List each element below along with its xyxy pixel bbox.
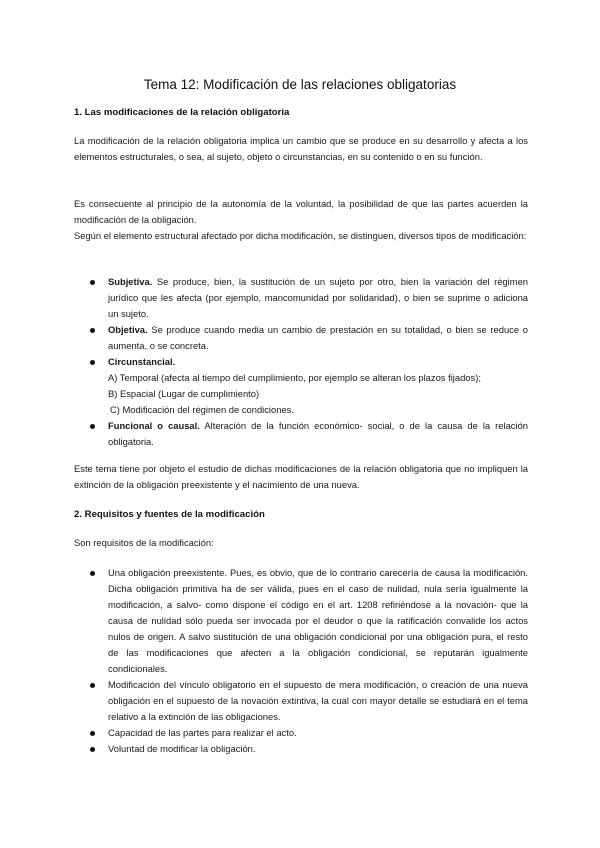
list-item [90,274,528,322]
sub-item: A) Temporal (afecta al tiempo del cumplimiento, por ejemplo se alteran los plazos fijados); [108,372,481,383]
bullet-icon [90,731,95,736]
list-item [90,418,528,450]
list-item [90,565,528,677]
list-item [90,725,528,741]
list-item [90,322,528,354]
section1-heading: 1. Las modificaciones de la relación obligatoria [74,107,290,118]
bullet-icon [90,360,95,365]
bullet-icon [90,328,95,333]
modification-types-list [90,274,528,450]
section1-para3: Este tema tiene por objeto el estudio de dichas modificaciones de la relación obligatoria que no impliquen la extinción de la obligación preexistente y el nacimiento de una nueva. [74,463,528,490]
item-text: Modificación del vínculo obligatorio en el supuesto de mera modificación, o creación de una nueva obligación en el supuesto de la novación extintiva, la cual con mayor detalle se estudiará en el tema relativo a la extinción de las obligaciones. [108,679,528,722]
section1-para2a: Es consecuente al principio de la autonomía de la voluntad, la posibilidad de que las partes acuerden la modificación de la obligación. [74,198,528,225]
section1-para2b: Según el elemento estructural afectado por dicha modificación, se distinguen, diversos tipos de modificación: [74,230,527,241]
bullet-icon [90,747,95,752]
item-text: Voluntad de modificar la obligación. [108,743,256,754]
bullet-icon [90,424,95,429]
item-text: Se produce, bien, la sustitución de un sujeto por otro, bien la variación del régimen jurídico que les afecta (por ejemplo, mancomunidad por solidaridad), o bien se suprime o adiciona un sujeto. [108,276,528,319]
requirements-list [90,565,528,757]
bullet-icon [90,683,95,688]
page-title: Tema 12: Modificación de las relaciones obligatorias [143,77,457,92]
item-text: Alteración de la función económico- social, o de la causa de la relación obligatoria. [108,420,529,447]
section1-para1: La modificación de la relación obligatoria implica un cambio que se produce en su desarrollo y afecta a los elementos estructurales, o sea, al sujeto, objeto o circunstancias, en su contenido o en su función. [74,135,528,162]
item-label: Circunstancial. [108,356,176,367]
item-text: Se produce cuando media un cambio de prestación en su totalidad, o bien se reduce o aumenta, o se concreta. [108,324,528,351]
section2-heading: 2. Requisitos y fuentes de la modificación [74,509,265,520]
item-label: Subjetiva. [108,276,153,287]
item-label: Funcional o causal. [108,420,200,431]
bullet-icon [90,571,95,576]
sub-item: B) Espacial (Lugar de cumplimiento) [108,388,260,399]
section2-intro: Son requisitos de la modificación: [74,537,214,548]
list-item [90,741,528,757]
item-text: Capacidad de las partes para realizar el acto. [108,727,297,738]
bullet-icon [90,280,95,285]
item-text: Una obligación preexistente. Pues, es obvio, que de lo contrario carecería de causa la modificación. Dicha obligación primitiva ha de ser válida, pues en el caso de nulidad, nula sería igualmente la modificación, a salvo- como dispone el código en el art. 1208 refiriéndose a la novación- que la causa de nulidad sólo pueda ser invocada por el deudor o que la ratificación convalide los actos nulos de origen. A salvo sustitución de una obligación condicional por una obligación pura, el resto de las modificaciones que afecten a la obligación condicional, se reputarán igualmente condicionales. [108,567,528,674]
sub-item: C) Modificación del régimen de condiciones. [110,404,294,415]
item-label: Objetiva. [108,324,148,335]
list-item [90,677,528,725]
list-item [90,354,528,418]
